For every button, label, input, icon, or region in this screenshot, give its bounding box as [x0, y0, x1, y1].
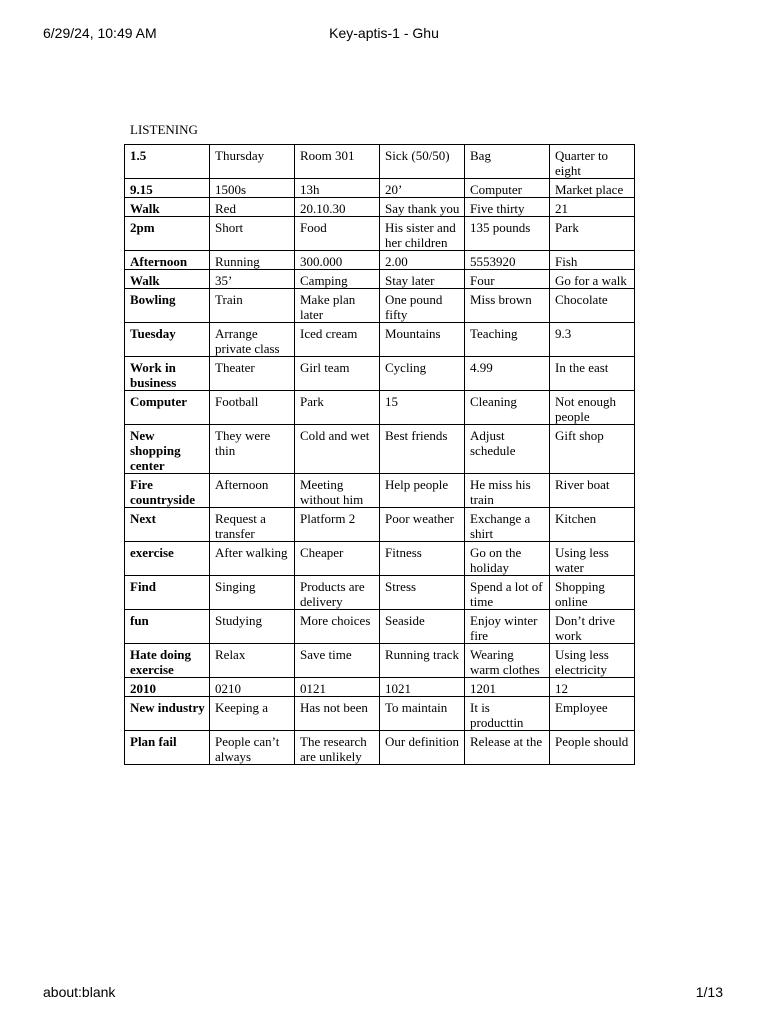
- row-header-cell: Next: [125, 508, 210, 542]
- table-cell: Best friends: [380, 425, 465, 474]
- table-cell: The research are unlikely: [295, 731, 380, 765]
- row-header-cell: 2pm: [125, 217, 210, 251]
- row-header-cell: Walk: [125, 270, 210, 289]
- table-cell: They were thin: [210, 425, 295, 474]
- table-cell: Park: [295, 391, 380, 425]
- table-cell: Four: [465, 270, 550, 289]
- answer-key-table: [124, 144, 635, 765]
- table-cell: Football: [210, 391, 295, 425]
- table-cell: More choices: [295, 610, 380, 644]
- row-header-cell: Bowling: [125, 289, 210, 323]
- table-cell: Short: [210, 217, 295, 251]
- table-cell: 1500s: [210, 179, 295, 198]
- table-cell: Our definition: [380, 731, 465, 765]
- table-cell: Running: [210, 251, 295, 270]
- table-cell: Girl team: [295, 357, 380, 391]
- table-cell: Theater: [210, 357, 295, 391]
- row-header-cell: 2010: [125, 678, 210, 697]
- row-header-cell: Computer: [125, 391, 210, 425]
- table-cell: 0210: [210, 678, 295, 697]
- row-header-cell: Tuesday: [125, 323, 210, 357]
- row-header-cell: 1.5: [125, 145, 210, 179]
- table-cell: Chocolate: [550, 289, 635, 323]
- page-url: about:blank: [43, 984, 116, 1000]
- table-cell: Request a transfer: [210, 508, 295, 542]
- table-cell: He miss his train: [465, 474, 550, 508]
- table-row: [125, 357, 635, 391]
- table-cell: 15: [380, 391, 465, 425]
- table-row: [125, 198, 635, 217]
- section-title: LISTENING: [130, 122, 198, 137]
- table-cell: Go on the holiday: [465, 542, 550, 576]
- table-cell: Make plan later: [295, 289, 380, 323]
- table-row: [125, 731, 635, 765]
- table-cell: Five thirty: [465, 198, 550, 217]
- table-cell: 12: [550, 678, 635, 697]
- table-cell: Fitness: [380, 542, 465, 576]
- table-cell: Camping: [295, 270, 380, 289]
- table-row: [125, 270, 635, 289]
- table-cell: Cleaning: [465, 391, 550, 425]
- table-cell: Red: [210, 198, 295, 217]
- table-cell: 0121: [295, 678, 380, 697]
- table-cell: River boat: [550, 474, 635, 508]
- table-cell: Has not been: [295, 697, 380, 731]
- row-header-cell: New industry: [125, 697, 210, 731]
- table-row: [125, 610, 635, 644]
- table-cell: 1201: [465, 678, 550, 697]
- table-cell: His sister and her children: [380, 217, 465, 251]
- table-cell: To maintain: [380, 697, 465, 731]
- table-cell: Exchange a shirt: [465, 508, 550, 542]
- row-header-cell: Fire countryside: [125, 474, 210, 508]
- table-cell: Miss brown: [465, 289, 550, 323]
- table-cell: Iced cream: [295, 323, 380, 357]
- table-cell: People can’t always: [210, 731, 295, 765]
- table-row: [125, 251, 635, 270]
- table-cell: 1021: [380, 678, 465, 697]
- table-row: [125, 678, 635, 697]
- table-row: [125, 644, 635, 678]
- row-header-cell: Find: [125, 576, 210, 610]
- table-row: [125, 576, 635, 610]
- table-cell: Help people: [380, 474, 465, 508]
- table-cell: Go for a walk: [550, 270, 635, 289]
- table-cell: Gift shop: [550, 425, 635, 474]
- row-header-cell: 9.15: [125, 179, 210, 198]
- table-cell: Stay later: [380, 270, 465, 289]
- table-cell: Using less electricity: [550, 644, 635, 678]
- table-row: [125, 323, 635, 357]
- row-header-cell: fun: [125, 610, 210, 644]
- table-cell: Singing: [210, 576, 295, 610]
- table-cell: In the east: [550, 357, 635, 391]
- table-cell: Cycling: [380, 357, 465, 391]
- table-cell: 300.000: [295, 251, 380, 270]
- row-header-cell: Plan fail: [125, 731, 210, 765]
- table-cell: 2.00: [380, 251, 465, 270]
- table-cell: Teaching: [465, 323, 550, 357]
- table-cell: Studying: [210, 610, 295, 644]
- table-cell: One pound fifty: [380, 289, 465, 323]
- table-cell: Kitchen: [550, 508, 635, 542]
- table-row: [125, 425, 635, 474]
- table-cell: Mountains: [380, 323, 465, 357]
- table-cell: It is producttin: [465, 697, 550, 731]
- table-cell: Fish: [550, 251, 635, 270]
- table-cell: Quarter to eight: [550, 145, 635, 179]
- table-cell: 20’: [380, 179, 465, 198]
- table-cell: Products are delivery: [295, 576, 380, 610]
- table-cell: 4.99: [465, 357, 550, 391]
- row-header-cell: Afternoon: [125, 251, 210, 270]
- table-cell: Poor weather: [380, 508, 465, 542]
- table-cell: Cheaper: [295, 542, 380, 576]
- table-cell: 21: [550, 198, 635, 217]
- table-cell: Seaside: [380, 610, 465, 644]
- table-cell: People should: [550, 731, 635, 765]
- table-cell: Relax: [210, 644, 295, 678]
- row-header-cell: New shopping center: [125, 425, 210, 474]
- table-cell: 9.3: [550, 323, 635, 357]
- table-cell: Afternoon: [210, 474, 295, 508]
- table-cell: Using less water: [550, 542, 635, 576]
- table-cell: Park: [550, 217, 635, 251]
- row-header-cell: Walk: [125, 198, 210, 217]
- page-number: 1/13: [695, 984, 723, 1000]
- table-cell: Market place: [550, 179, 635, 198]
- table-cell: Spend a lot of time: [465, 576, 550, 610]
- table-row: [125, 697, 635, 731]
- table-cell: Employee: [550, 697, 635, 731]
- table-cell: Arrange private class: [210, 323, 295, 357]
- table-cell: Say thank you: [380, 198, 465, 217]
- table-cell: Train: [210, 289, 295, 323]
- table-cell: Release at the: [465, 731, 550, 765]
- table-row: [125, 391, 635, 425]
- table-row: [125, 474, 635, 508]
- table-cell: Sick (50/50): [380, 145, 465, 179]
- table-cell: Thursday: [210, 145, 295, 179]
- table-cell: 13h: [295, 179, 380, 198]
- table-cell: Shopping online: [550, 576, 635, 610]
- table-cell: 135 pounds: [465, 217, 550, 251]
- table-cell: 35’: [210, 270, 295, 289]
- table-cell: Not enough people: [550, 391, 635, 425]
- table-cell: Room 301: [295, 145, 380, 179]
- row-header-cell: exercise: [125, 542, 210, 576]
- table-cell: After walking: [210, 542, 295, 576]
- table-cell: 5553920: [465, 251, 550, 270]
- table-cell: Save time: [295, 644, 380, 678]
- table-row: [125, 508, 635, 542]
- table-cell: Adjust schedule: [465, 425, 550, 474]
- table-cell: Running track: [380, 644, 465, 678]
- table-cell: Cold and wet: [295, 425, 380, 474]
- table-row: [125, 289, 635, 323]
- table-cell: Bag: [465, 145, 550, 179]
- table-row: [125, 145, 635, 179]
- document-title: Key-aptis-1 - Ghu: [329, 25, 439, 41]
- table-cell: Food: [295, 217, 380, 251]
- table-row: [125, 217, 635, 251]
- table-cell: Computer: [465, 179, 550, 198]
- table-cell: Platform 2: [295, 508, 380, 542]
- table-cell: Meeting without him: [295, 474, 380, 508]
- table-cell: Keeping a: [210, 697, 295, 731]
- print-date: 6/29/24, 10:49 AM: [43, 25, 157, 41]
- row-header-cell: Work in business: [125, 357, 210, 391]
- table-row: [125, 542, 635, 576]
- row-header-cell: Hate doing exercise: [125, 644, 210, 678]
- table-cell: Enjoy winter fire: [465, 610, 550, 644]
- table-cell: Don’t drive work: [550, 610, 635, 644]
- table-cell: 20.10.30: [295, 198, 380, 217]
- table-cell: Stress: [380, 576, 465, 610]
- table-cell: Wearing warm clothes: [465, 644, 550, 678]
- table-row: [125, 179, 635, 198]
